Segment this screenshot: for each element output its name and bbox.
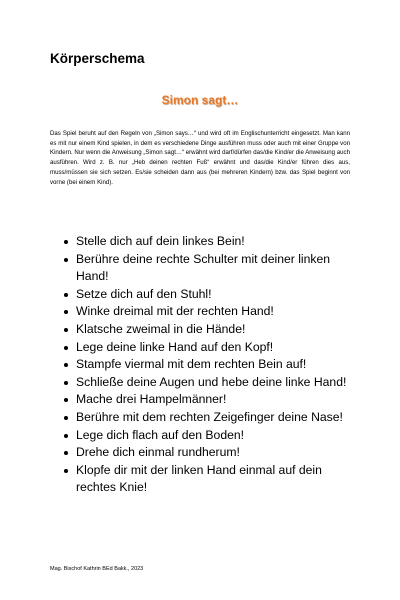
instruction-item: Schließe deine Augen und hebe deine linke Hand! — [60, 374, 350, 392]
instruction-item: Klatsche zweimal in die Hände! — [60, 321, 350, 339]
instruction-item: Winke dreimal mit der rechten Hand! — [60, 303, 350, 321]
instruction-item: Berühre deine rechte Schulter mit deiner linken Hand! — [60, 251, 350, 286]
instruction-list — [60, 233, 350, 497]
instruction-item: Lege dich flach auf den Boden! — [60, 427, 350, 445]
instruction-item: Lege deine linke Hand auf den Kopf! — [60, 339, 350, 357]
instruction-item: Mache drei Hampelmänner! — [60, 391, 350, 409]
instruction-item: Stelle dich auf dein linkes Bein! — [60, 233, 350, 251]
instruction-item: Stampfe viermal mit dem rechten Bein auf! — [60, 356, 350, 374]
instruction-item: Klopfe dir mit der linken Hand einmal auf dein rechtes Knie! — [60, 462, 350, 497]
instruction-item: Drehe dich einmal rundherum! — [60, 444, 350, 462]
instruction-item: Setze dich auf den Stuhl! — [60, 286, 350, 304]
subtitle: Simon sagt… — [161, 93, 239, 107]
instruction-item: Berühre mit dem rechten Zeigefinger deine Nase! — [60, 409, 350, 427]
intro-paragraph: Das Spiel beruht auf den Regeln von „Simon says…“ und wird oft im Englischunterricht eingesetzt. Man kann es mit nur einem Kind spielen, in dem es verschiedene Dinge ausführen muss oder auch mit einer Gruppe von Kindern. Nur wenn die Anweisung „Simon sagt…“ erwähnt wird darf/dürfen das/die Kind/er die Anweisung auch ausführen. Wird z. B. nur „Heb deinen rechten Fuß“ erwähnt und das/die Kind/er führen dies aus, muss/müssen sie sich setzen. Es/sie scheiden dann aus (bei mehreren Kindern) bzw. das Spiel beginnt von vorne (bei einem Kind). — [50, 130, 350, 186]
page-title: Körperschema — [50, 51, 145, 66]
footer-author: Mag. Bischof Kathrin BEd Bakk., 2023 — [50, 566, 144, 572]
